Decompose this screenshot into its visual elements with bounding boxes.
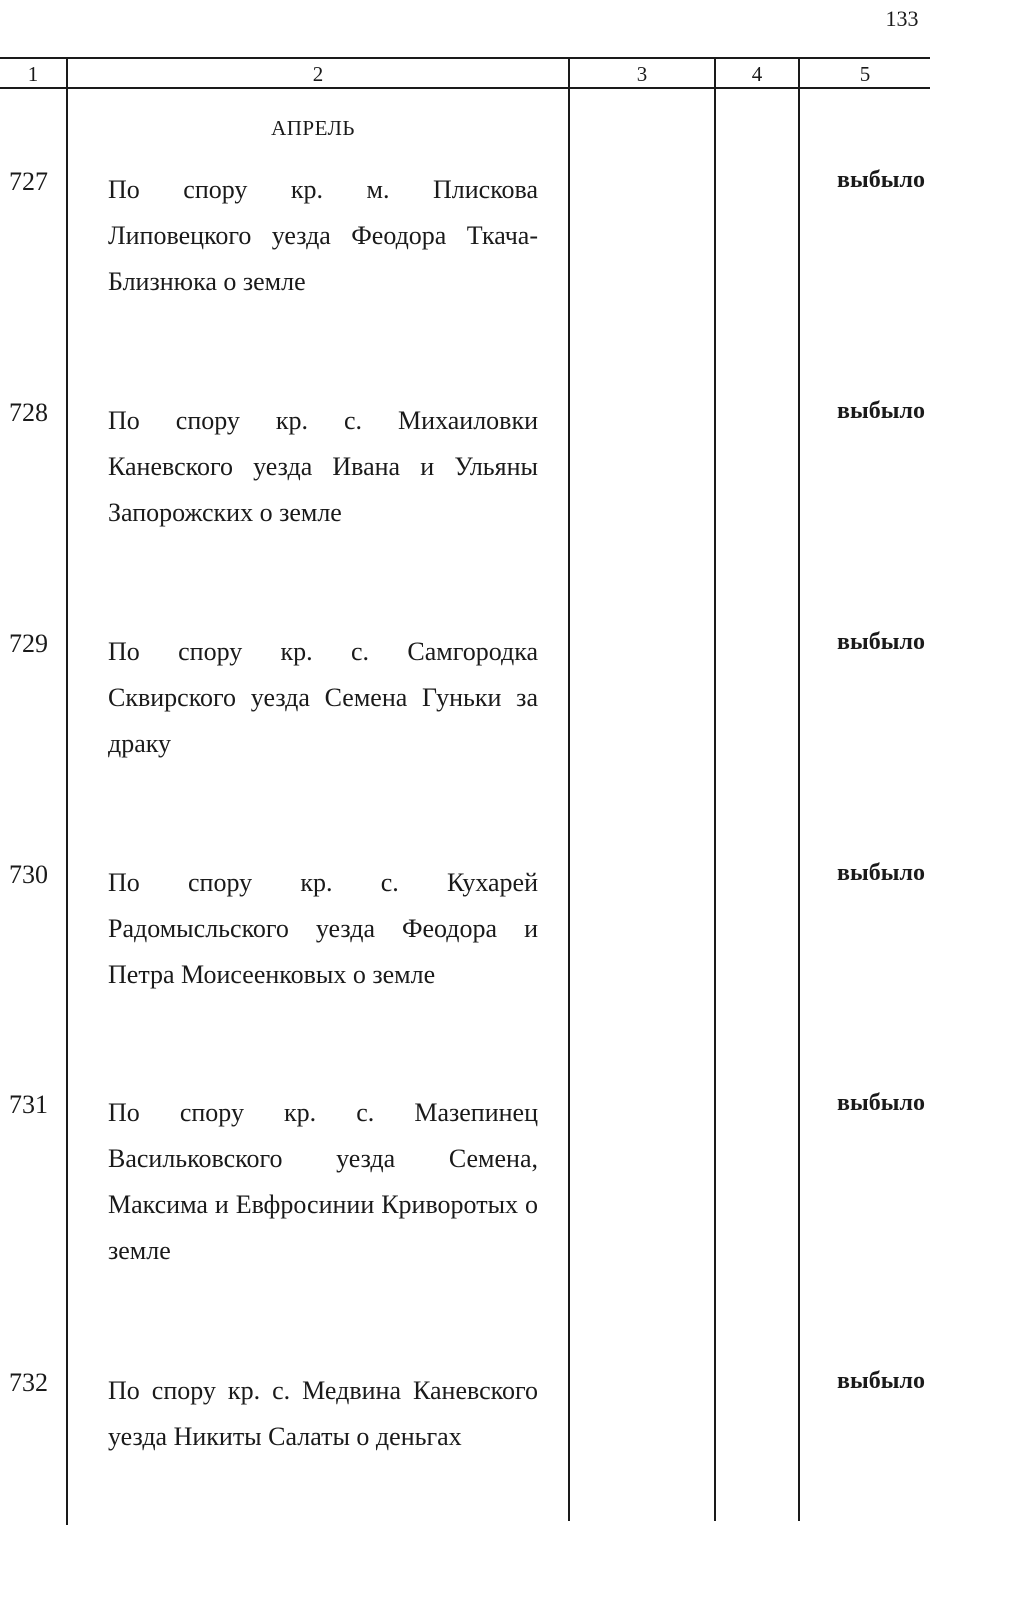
- entry-number: 727: [9, 167, 48, 196]
- column-header-1: 1: [27, 62, 39, 86]
- table-row: [0, 1368, 1024, 1598]
- entry-status: выбыло: [837, 629, 925, 655]
- entry-number: 729: [9, 629, 48, 658]
- column-header-4: 4: [751, 62, 763, 86]
- month-heading: АПРЕЛЬ: [271, 116, 355, 140]
- page-number: 133: [885, 6, 919, 31]
- table-row: [0, 1090, 1024, 1320]
- table-row: [0, 860, 1024, 1090]
- entry-description: По спору кр. с. Медвина Каневского уезда Никиты Салаты о деньгах: [108, 1376, 538, 1451]
- table-top-rule: [0, 57, 930, 59]
- table-row: [0, 629, 1024, 859]
- column-header-5: 5: [859, 62, 871, 86]
- table-row: [0, 167, 1024, 397]
- table-row: [0, 398, 1024, 628]
- entry-status: выбыло: [837, 1368, 925, 1394]
- entry-description: По спору кр. с. Кухарей Радомысльского уезда Феодора и Петра Моисеенковых о земле: [108, 868, 538, 989]
- entry-number: 731: [9, 1090, 48, 1119]
- entry-description: По спору кр. с. Михаиловки Каневского уезда Ивана и Ульяны Запорожских о земле: [108, 406, 538, 527]
- column-header-2: 2: [312, 62, 324, 86]
- column-header-3: 3: [636, 62, 648, 86]
- entry-description: По спору кр. м. Плискова Липовецкого уезда Феодора Ткача-Близнюка о земле: [108, 175, 538, 296]
- entry-description: По спору кр. с. Самгородка Сквирского уезда Семена Гуньки за драку: [108, 637, 538, 758]
- entry-number: 732: [9, 1368, 48, 1397]
- entry-status: выбыло: [837, 860, 925, 886]
- entry-status: выбыло: [837, 1090, 925, 1116]
- entry-number: 730: [9, 860, 48, 889]
- entry-description: По спору кр. с. Мазепинец Васильковского уезда Семена, Максима и Евфросинии Криворотых о земле: [108, 1098, 538, 1265]
- entry-status: выбыло: [837, 398, 925, 424]
- entry-status: выбыло: [837, 167, 925, 193]
- entry-number: 728: [9, 398, 48, 427]
